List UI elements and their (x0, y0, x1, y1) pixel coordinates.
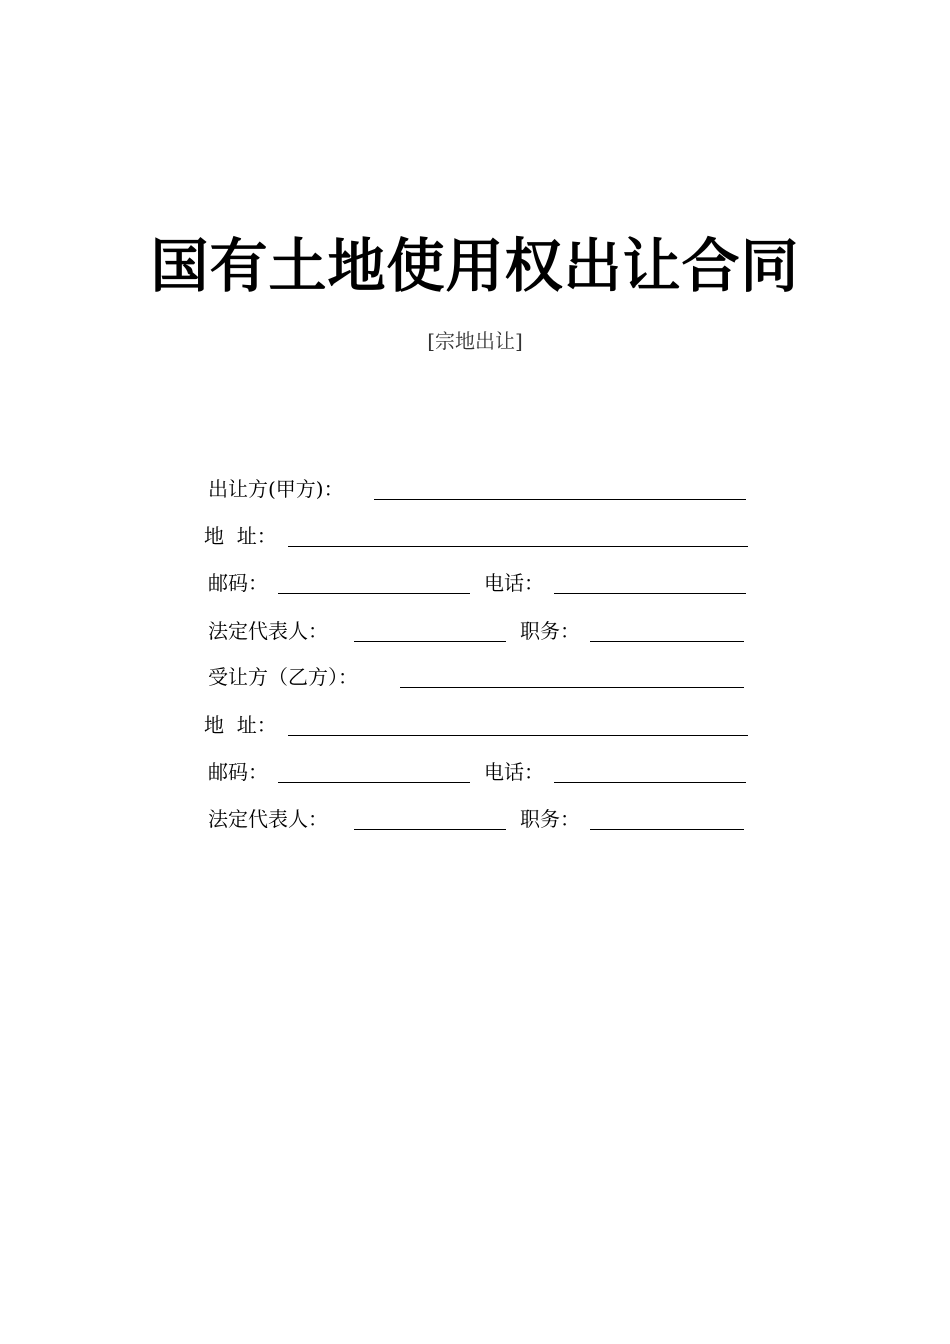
party-a-name-field[interactable] (374, 499, 746, 500)
party-a-address-field[interactable] (288, 546, 748, 547)
party-b-postcode-field[interactable] (278, 782, 470, 783)
party-b-address-field[interactable] (288, 735, 748, 736)
party-b-address-label: 地 址： (204, 713, 277, 737)
party-a-phone-label: 电话： (484, 571, 544, 595)
party-b-position-label: 职务： (520, 807, 580, 831)
contract-subtitle: [宗地出让] (427, 329, 523, 353)
party-b-name-field[interactable] (400, 687, 744, 688)
party-a-position-field[interactable] (590, 641, 744, 642)
party-b-legal-rep-field[interactable] (354, 829, 506, 830)
party-a-legal-rep-field[interactable] (354, 641, 506, 642)
party-a-heading: 出让方(甲方)： (208, 477, 344, 501)
party-b-postcode-label: 邮码： (208, 760, 268, 784)
party-a-postcode-label: 邮码： (208, 571, 268, 595)
party-b-phone-field[interactable] (554, 782, 746, 783)
party-b-heading: 受让方（乙方）： (208, 665, 358, 689)
contract-title: 国有土地使用权出让合同 (150, 232, 800, 300)
party-b-position-field[interactable] (590, 829, 744, 830)
party-b-phone-label: 电话： (484, 760, 544, 784)
party-a-address-label: 地 址： (204, 524, 277, 548)
party-a-phone-field[interactable] (554, 593, 746, 594)
party-a-position-label: 职务： (520, 619, 580, 643)
party-b-legal-rep-label: 法定代表人： (208, 807, 328, 831)
party-a-legal-rep-label: 法定代表人： (208, 619, 328, 643)
party-a-postcode-field[interactable] (278, 593, 470, 594)
